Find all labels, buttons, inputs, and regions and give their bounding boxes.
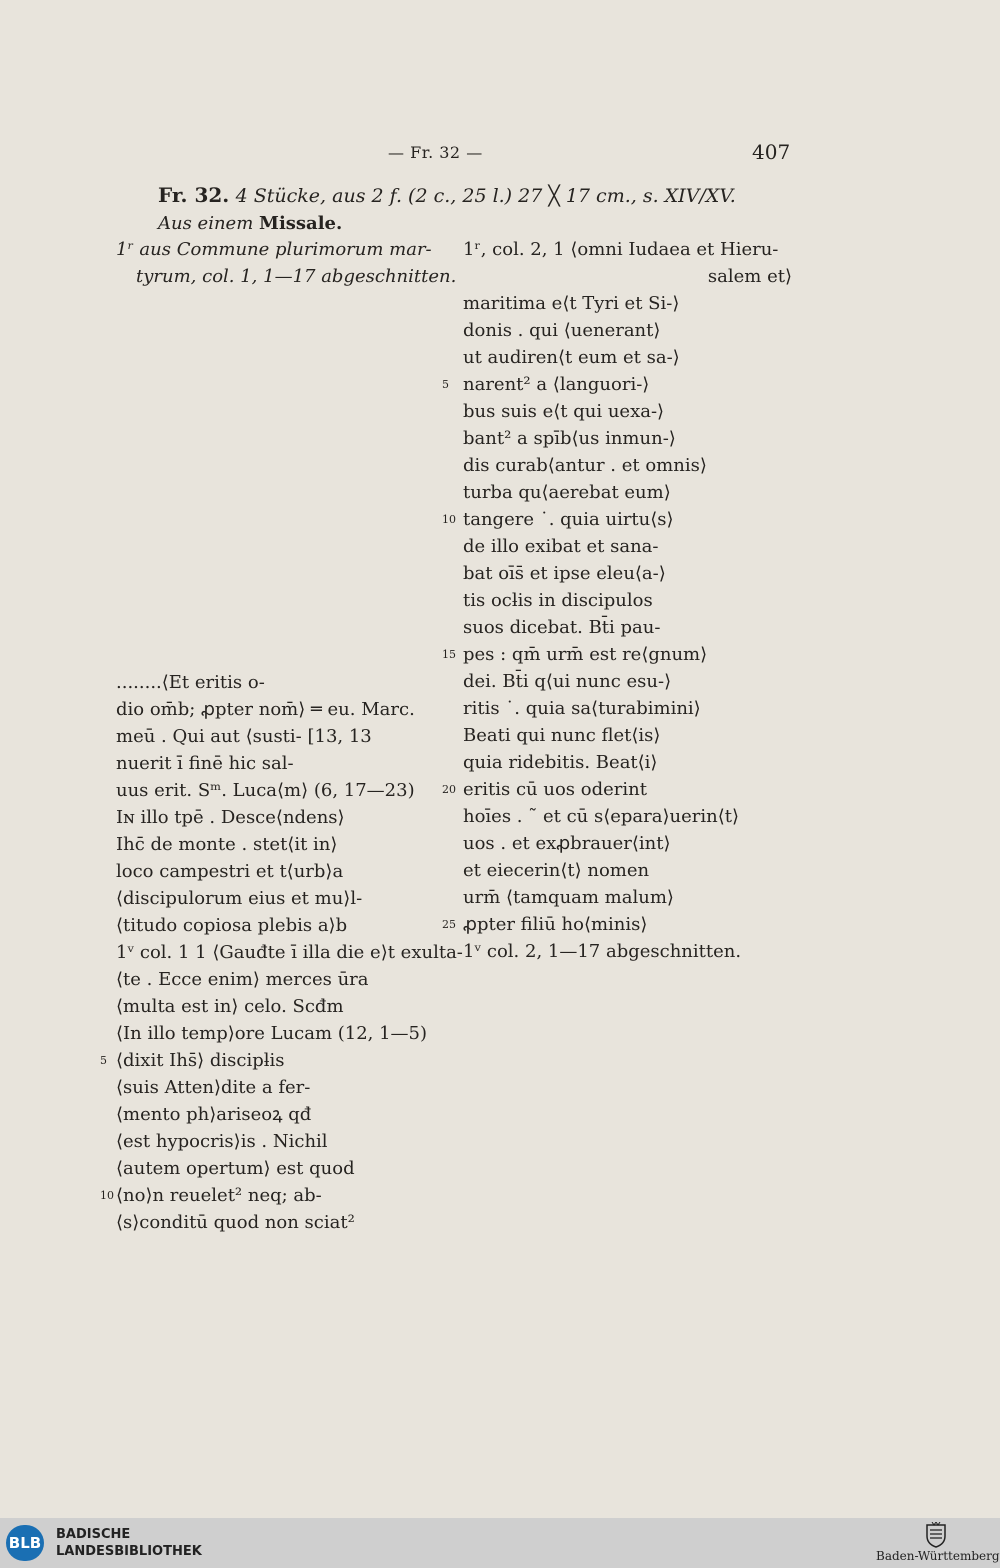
fragment-description: 4 Stücke, aus 2 f. (2 c., 25 l.) 27 ╳ 17 cm., s. XIV/XV. [235,185,736,207]
footer-bar [0,1518,1000,1568]
source-name: Missale. [259,213,343,234]
line-text: tis ocƚis in discipulos [463,590,653,611]
line-text: ⟨suis Atten⟩dite a fer- [116,1077,311,1098]
line-text: loco campestri et t⟨urb⟩a [116,861,344,882]
line-text: Ihc̄ de monte . stet⟨it in⟩ [116,834,338,855]
line-text: 1ᵛ col. 2, 1—17 abgeschnitten. [463,941,742,962]
line-text: ⟨est hypocris⟩is . Nichil [116,1131,328,1152]
line-text: de illo exibat et sana- [463,536,659,557]
line-text: nuerit ī finē hic sal- [116,753,294,774]
library-name-line-1: BADISCHE [56,1527,131,1542]
line-text: uus erit. Sᵐ. Luca⟨m⟩ (6, 17—23) [116,780,415,801]
library-name-line-2: LANDESBIBLIOTHEK [56,1544,202,1559]
line-text: meū . Qui aut ⟨susti- [13, 13 [116,726,372,747]
right-first-line: 1ʳ, col. 2, 1 ⟨omni Iudaea et Hieru- [463,239,779,260]
line-text: narent² a ⟨languori-⟩ [463,374,650,395]
line-text: tangere ˙. quia uirtu⟨s⟩ [463,509,674,530]
line-text: hoīes . ˜ et cū s⟨epara⟩uerin⟨t⟩ [463,806,739,827]
line-number: 5 [442,378,449,391]
line-text: bant² a spīb⟨us inmun-⟩ [463,428,676,449]
line-number: 20 [442,783,456,796]
line-number: 5 [100,1054,107,1067]
blb-logo: BLB [6,1525,44,1561]
page-number: 407 [752,140,791,164]
line-number: 10 [100,1189,114,1202]
line-text: ⟨In illo temp⟩ore Lucam (12, 1—5) [116,1023,428,1044]
line-text: ritis ˙. quia sa⟨turabimini⟩ [463,698,701,719]
line-text: dis curab⟨antur . et omnis⟩ [463,455,707,476]
fragment-label: Fr. 32. [158,183,230,207]
library-name [56,1526,202,1560]
line-text: suos dicebat. Bt̄i pau- [463,617,661,638]
line-text: ⟨s⟩conditū quod non sciat² [116,1212,355,1233]
line-text: ⟨dixit Ihs̄⟩ discipƚis [116,1050,285,1071]
line-text: ⟨autem opertum⟩ est quod [116,1158,355,1179]
line-text: ⟨multa est in⟩ celo. Scđm [116,996,344,1017]
left-intro-line-2: tyrum, col. 1, 1—17 abgeschnitten. [136,266,457,287]
running-head: — Fr. 32 — [388,143,483,162]
line-number: 10 [442,513,456,526]
line-text: Beati qui nunc flet⟨is⟩ [463,725,661,746]
line-text: ꝓpter filiū ho⟨minis⟩ [463,914,648,935]
line-text: donis . qui ⟨uenerant⟩ [463,320,661,341]
right-second-line: salem et⟩ [707,266,792,287]
line-text: ⟨titudo copiosa plebis a⟩b [116,915,348,936]
source-prefix: Aus einem [158,213,254,234]
left-intro-line-1: 1ʳ aus Commune plurimorum mar- [116,239,432,260]
line-text: bus suis e⟨t qui uexa-⟩ [463,401,665,422]
fragment-heading [158,183,736,207]
state-name: Baden-Württemberg [876,1549,1000,1563]
line-text: ut audiren⟨t eum et sa-⟩ [463,347,680,368]
line-number: 25 [442,918,456,931]
line-text: turba qu⟨aerebat eum⟩ [463,482,671,503]
line-text: et eiecerin⟨t⟩ nomen [463,860,650,881]
line-text: pes : qm̄ urm̄ est re⟨gnum⟩ [463,644,708,665]
line-text: bat oīs̄ et ipse eleu⟨a-⟩ [463,563,666,584]
line-text: ........⟨Et eritis o- [116,672,265,693]
line-text: ⟨mento ph⟩ariseoꝝ qđ [116,1104,312,1125]
line-text: ⟨te . Ecce enim⟩ merces ūra [116,969,369,990]
fragment-source [158,213,342,234]
line-text: quia ridebitis. Beat⟨i⟩ [463,752,658,773]
line-text: ⟨no⟩n reuelet² neq; ab- [116,1185,322,1206]
coat-of-arms-icon [924,1522,948,1548]
line-text: ⟨discipulorum eius et mu⟩l- [116,888,363,909]
line-text: eritis cū uos oderint [463,779,647,800]
line-text: Iɴ illo tpē . Desce⟨ndens⟩ [116,807,345,828]
line-text: urm̄ ⟨tamquam malum⟩ [463,887,674,908]
line-number: 15 [442,648,456,661]
line-text: dio om̄b; ꝓpter nom̄⟩ ═ eu. Marc. [116,699,415,720]
line-text: uos . et exꝓbrauer⟨int⟩ [463,833,671,854]
line-text: dei. Bt̄i q⟨ui nunc esu-⟩ [463,671,672,692]
line-text: 1ᵛ col. 1 1 ⟨Gauđte ī illa die e⟩t exulta- [116,942,463,963]
line-text: maritima e⟨t Tyri et Si-⟩ [463,293,680,314]
